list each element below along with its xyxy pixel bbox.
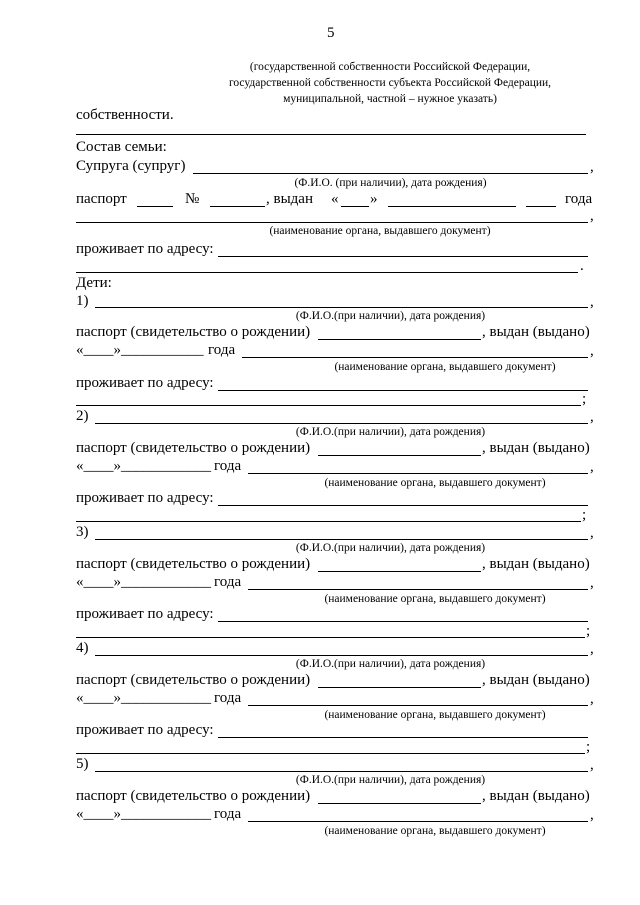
child-3-issued-text: , выдан (выдано) — [482, 556, 590, 572]
child-4-issued-text: , выдан (выдано) — [482, 672, 590, 688]
child-3-authority-field[interactable] — [248, 589, 588, 590]
child-1-address-field-2[interactable] — [76, 405, 581, 406]
child-3-doc-number-field[interactable] — [318, 571, 481, 572]
child-2-address-field-2[interactable] — [76, 521, 581, 522]
child-4-fio-comma: , — [590, 641, 594, 657]
child-3-date-field[interactable]: «____»____________ — [76, 574, 211, 590]
child-4-year-word: года — [214, 690, 242, 706]
spouse-number-sign: № — [185, 191, 200, 207]
child-1-issued-text: , выдан (выдано) — [482, 324, 590, 340]
spouse-label: Супруга (супруг) — [76, 158, 186, 174]
child-1-address-label: проживает по адресу: — [76, 375, 214, 391]
spouse-address-field-1[interactable] — [218, 256, 588, 257]
spouse-fio-field[interactable] — [193, 173, 588, 174]
child-4-address-label: проживает по адресу: — [76, 722, 214, 738]
family-heading: Состав семьи: — [76, 139, 167, 155]
child-5-number: 5) — [76, 756, 89, 772]
spouse-day-field[interactable] — [341, 206, 369, 207]
child-4-number: 4) — [76, 640, 89, 656]
child-4-authority-caption: (наименование органа, выдавшего документ) — [324, 709, 546, 721]
child-5-doc-label: паспорт (свидетельство о рождении) — [76, 788, 311, 804]
spouse-address-field-2[interactable] — [76, 272, 578, 273]
child-2-fio-caption: (Ф.И.О.(при наличии), дата рождения) — [295, 426, 486, 438]
child-3-authority-comma: , — [590, 575, 594, 591]
spouse-passport-label: паспорт — [76, 191, 127, 207]
child-5-authority-comma: , — [590, 807, 594, 823]
spouse-fio-caption: (Ф.И.О. (при наличии), дата рождения) — [294, 177, 487, 189]
child-5-date-field[interactable]: «____»____________ — [76, 806, 211, 822]
spouse-passport-series-field[interactable] — [137, 206, 173, 207]
ownership-line[interactable] — [76, 134, 586, 135]
child-1-fio-caption: (Ф.И.О.(при наличии), дата рождения) — [295, 310, 486, 322]
child-2-fio-comma: , — [590, 409, 594, 425]
child-2-doc-label: паспорт (свидетельство о рождении) — [76, 440, 311, 456]
child-4-fio-field[interactable] — [95, 655, 588, 656]
child-2-address-semicolon: ; — [582, 507, 587, 523]
child-1-date-field[interactable]: «____»___________ — [76, 342, 204, 358]
child-3-authority-caption: (наименование органа, выдавшего документ) — [324, 593, 546, 605]
spouse-quote-close: » — [370, 191, 378, 207]
child-3-address-field-2[interactable] — [76, 637, 585, 638]
child-2-issued-text: , выдан (выдано) — [482, 440, 590, 456]
spouse-authority-field[interactable] — [76, 222, 588, 223]
child-2-authority-caption: (наименование органа, выдавшего документ) — [324, 477, 546, 489]
child-1-year-word: года — [208, 342, 236, 358]
child-4-address-field-2[interactable] — [76, 753, 585, 754]
child-4-address-field-1[interactable] — [218, 737, 588, 738]
child-3-year-word: года — [214, 574, 242, 590]
child-2-authority-field[interactable] — [248, 473, 588, 474]
spouse-month-field[interactable] — [388, 206, 516, 207]
child-2-authority-comma: , — [590, 459, 594, 475]
child-1-number: 1) — [76, 293, 89, 309]
spouse-fio-comma: , — [590, 159, 594, 175]
child-1-address-semicolon: ; — [582, 391, 587, 407]
spouse-quote-open: « — [331, 191, 339, 207]
spouse-passport-number-field[interactable] — [210, 206, 265, 207]
child-3-number: 3) — [76, 524, 89, 540]
child-5-fio-caption: (Ф.И.О.(при наличии), дата рождения) — [295, 774, 486, 786]
child-2-fio-field[interactable] — [95, 423, 588, 424]
child-3-address-field-1[interactable] — [218, 621, 588, 622]
child-3-address-label: проживает по адресу: — [76, 606, 214, 622]
ownership-note-line-3: муниципальной, частной – нужное указать) — [283, 93, 497, 105]
children-heading: Дети: — [76, 275, 112, 291]
child-2-number: 2) — [76, 408, 89, 424]
child-3-fio-field[interactable] — [95, 539, 588, 540]
spouse-year-field[interactable] — [526, 206, 556, 207]
child-2-doc-number-field[interactable] — [318, 455, 481, 456]
ownership-note-line-1: (государственной собственности Российской Федерации, — [249, 61, 531, 73]
spouse-issued-text: , выдан — [266, 191, 313, 207]
child-5-authority-field[interactable] — [248, 821, 588, 822]
child-5-fio-field[interactable] — [95, 771, 588, 772]
child-4-fio-caption: (Ф.И.О.(при наличии), дата рождения) — [295, 658, 486, 670]
child-5-issued-text: , выдан (выдано) — [482, 788, 590, 804]
child-5-authority-caption: (наименование органа, выдавшего документ) — [324, 825, 546, 837]
child-3-fio-comma: , — [590, 525, 594, 541]
child-3-address-semicolon: ; — [586, 623, 591, 639]
child-1-doc-label: паспорт (свидетельство о рождении) — [76, 324, 311, 340]
spouse-year-word: года — [565, 191, 593, 207]
child-5-year-word: года — [214, 806, 242, 822]
child-2-year-word: года — [214, 458, 242, 474]
child-2-address-field-1[interactable] — [218, 505, 588, 506]
spouse-authority-comma: , — [590, 208, 594, 224]
child-4-doc-label: паспорт (свидетельство о рождении) — [76, 672, 311, 688]
page-number: 5 — [327, 25, 335, 41]
child-4-authority-field[interactable] — [248, 705, 588, 706]
child-3-doc-label: паспорт (свидетельство о рождении) — [76, 556, 311, 572]
child-1-fio-field[interactable] — [95, 307, 588, 308]
ownership-note-line-2: государственной собственности субъекта Российской Федерации, — [228, 77, 552, 89]
child-1-authority-field[interactable] — [242, 357, 588, 358]
child-1-authority-caption: (наименование органа, выдавшего документ) — [334, 361, 556, 373]
child-1-address-field-1[interactable] — [218, 390, 588, 391]
child-2-date-field[interactable]: «____»____________ — [76, 458, 211, 474]
child-1-authority-comma: , — [590, 343, 594, 359]
child-4-authority-comma: , — [590, 691, 594, 707]
child-5-fio-comma: , — [590, 757, 594, 773]
child-3-fio-caption: (Ф.И.О.(при наличии), дата рождения) — [295, 542, 486, 554]
spouse-address-label: проживает по адресу: — [76, 241, 214, 257]
spouse-address-period: . — [580, 258, 584, 274]
child-4-date-field[interactable]: «____»____________ — [76, 690, 211, 706]
child-2-address-label: проживает по адресу: — [76, 490, 214, 506]
child-4-address-semicolon: ; — [586, 739, 591, 755]
spouse-authority-caption: (наименование органа, выдавшего документ) — [269, 225, 491, 237]
child-4-doc-number-field[interactable] — [318, 687, 481, 688]
child-5-doc-number-field[interactable] — [318, 803, 481, 804]
ownership-end-text: собственности. — [76, 107, 174, 123]
child-1-fio-comma: , — [590, 294, 594, 310]
child-1-doc-number-field[interactable] — [318, 339, 481, 340]
